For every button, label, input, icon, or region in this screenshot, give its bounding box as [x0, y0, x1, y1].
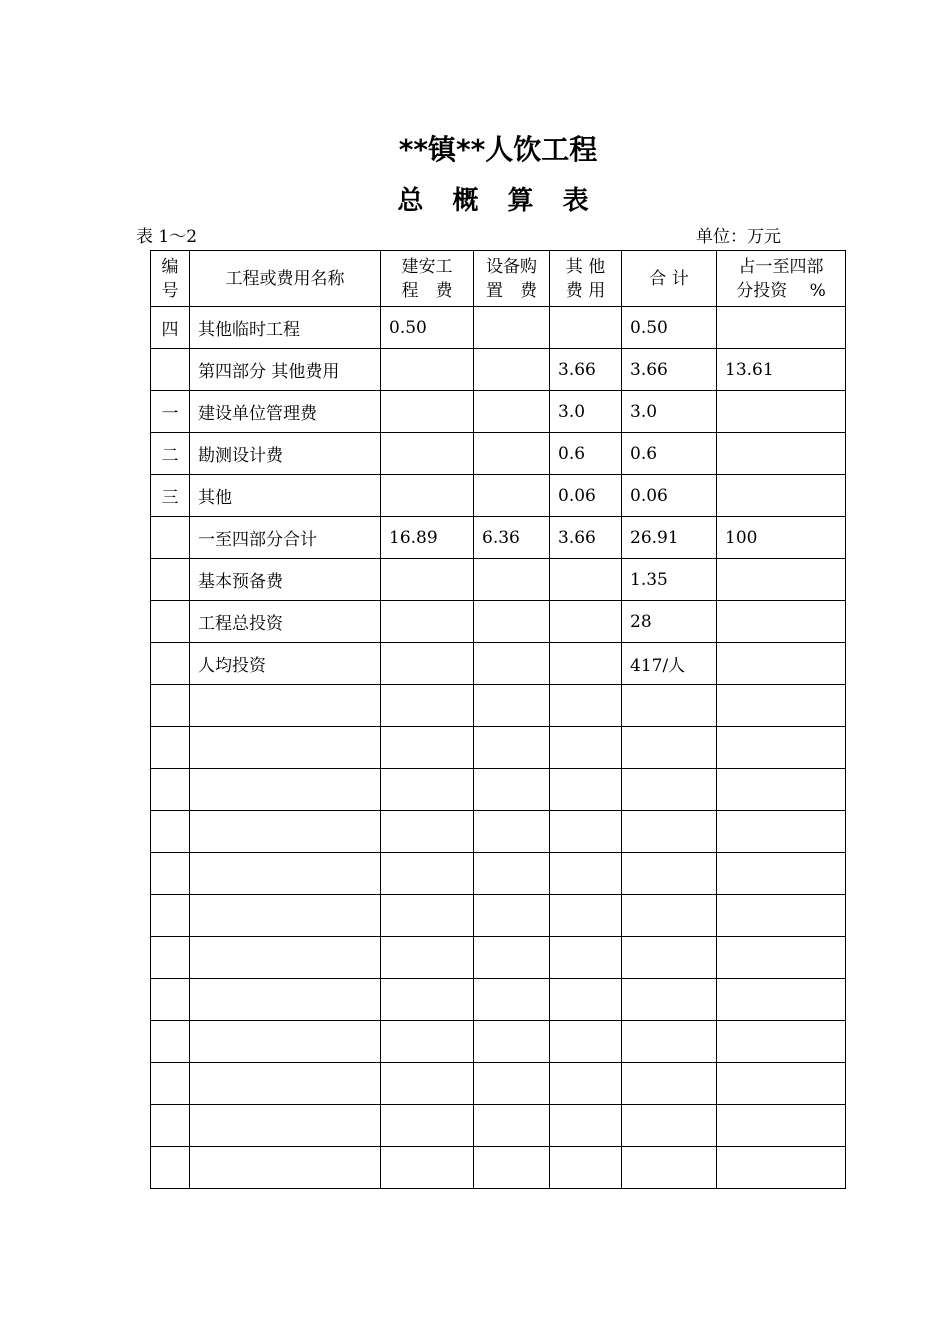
cell-total — [622, 685, 717, 727]
cell-other-cost — [550, 937, 622, 979]
cell-construction-cost — [381, 1147, 474, 1189]
cell-total: 26.91 — [622, 517, 717, 559]
cell-share-percent — [717, 307, 846, 349]
cell-total: 0.50 — [622, 307, 717, 349]
cell-other-cost — [550, 643, 622, 685]
cell-code — [151, 517, 190, 559]
cell-other-cost — [550, 1063, 622, 1105]
cell-share-percent — [717, 853, 846, 895]
cell-other-cost — [550, 685, 622, 727]
cell-equipment-cost — [474, 559, 550, 601]
table-row — [151, 307, 846, 349]
cell-item-name: 勘测设计费 — [190, 433, 381, 475]
cell-share-percent — [717, 391, 846, 433]
cell-equipment-cost — [474, 349, 550, 391]
cell-share-percent — [717, 895, 846, 937]
cell-code — [151, 1105, 190, 1147]
table-row — [151, 1063, 846, 1105]
cell-equipment-cost — [474, 811, 550, 853]
unit-label: 单位：万元 — [696, 227, 781, 247]
cell-code — [151, 811, 190, 853]
cell-construction-cost: 16.89 — [381, 517, 474, 559]
cell-construction-cost — [381, 685, 474, 727]
cell-other-cost — [550, 559, 622, 601]
cell-equipment-cost — [474, 685, 550, 727]
cell-equipment-cost — [474, 1147, 550, 1189]
cell-equipment-cost — [474, 475, 550, 517]
cell-equipment-cost — [474, 937, 550, 979]
cell-other-cost — [550, 769, 622, 811]
cell-total — [622, 979, 717, 1021]
cell-equipment-cost — [474, 391, 550, 433]
cell-share-percent — [717, 1063, 846, 1105]
cell-equipment-cost — [474, 433, 550, 475]
cell-code — [151, 1147, 190, 1189]
cell-item-name — [190, 853, 381, 895]
cell-code: 二 — [151, 433, 190, 475]
cell-code — [151, 1021, 190, 1063]
cell-other-cost: 3.66 — [550, 517, 622, 559]
cell-other-cost: 3.0 — [550, 391, 622, 433]
cell-total: 0.6 — [622, 433, 717, 475]
cell-share-percent: 13.61 — [717, 349, 846, 391]
cell-other-cost — [550, 853, 622, 895]
cell-code — [151, 559, 190, 601]
cell-item-name: 人均投资 — [190, 643, 381, 685]
table-row — [151, 937, 846, 979]
table-row — [151, 1147, 846, 1189]
cell-construction-cost — [381, 1021, 474, 1063]
table-row — [151, 685, 846, 727]
cell-share-percent — [717, 1105, 846, 1147]
cell-item-name: 基本预备费 — [190, 559, 381, 601]
table-row — [151, 349, 846, 391]
cell-item-name — [190, 979, 381, 1021]
cell-construction-cost: 0.50 — [381, 307, 474, 349]
cell-equipment-cost — [474, 979, 550, 1021]
header-total — [622, 251, 717, 307]
cell-code: 四 — [151, 307, 190, 349]
cell-item-name — [190, 1021, 381, 1063]
table-body — [151, 307, 846, 1189]
cell-share-percent — [717, 727, 846, 769]
table-row — [151, 1021, 846, 1063]
cell-total — [622, 853, 717, 895]
header-code-line1: 编 — [161, 256, 179, 277]
cell-other-cost — [550, 895, 622, 937]
cell-total — [622, 1147, 717, 1189]
cell-total — [622, 937, 717, 979]
header-other-cost-line2: 费 用 — [565, 280, 606, 301]
header-construction-cost-line2: 程 费 — [401, 280, 453, 301]
cell-item-name — [190, 769, 381, 811]
cell-share-percent — [717, 1021, 846, 1063]
cell-item-name — [190, 727, 381, 769]
budget-table — [150, 250, 846, 1189]
table-row — [151, 769, 846, 811]
table-row — [151, 979, 846, 1021]
cell-code — [151, 937, 190, 979]
header-total-text: 合 计 — [649, 268, 689, 289]
cell-code: 三 — [151, 475, 190, 517]
cell-code — [151, 601, 190, 643]
cell-equipment-cost — [474, 1021, 550, 1063]
cell-item-name — [190, 1063, 381, 1105]
cell-item-name: 建设单位管理费 — [190, 391, 381, 433]
cell-code — [151, 349, 190, 391]
cell-equipment-cost — [474, 307, 550, 349]
table-row — [151, 433, 846, 475]
header-share-percent-line2: 分投资 % — [736, 280, 826, 301]
header-item-name — [190, 251, 381, 307]
cell-total — [622, 1063, 717, 1105]
header-code-line2: 号 — [161, 280, 179, 301]
cell-item-name — [190, 895, 381, 937]
cell-other-cost: 0.6 — [550, 433, 622, 475]
cell-equipment-cost — [474, 643, 550, 685]
cell-other-cost — [550, 727, 622, 769]
cell-construction-cost — [381, 895, 474, 937]
header-other-cost — [550, 251, 622, 307]
cell-other-cost — [550, 1105, 622, 1147]
cell-construction-cost — [381, 349, 474, 391]
table-number: 表 1～2 — [136, 227, 198, 247]
cell-share-percent — [717, 559, 846, 601]
cell-construction-cost — [381, 811, 474, 853]
cell-construction-cost — [381, 559, 474, 601]
document-subtitle: 总 概 算 表 — [397, 186, 599, 216]
header-construction-cost-line1: 建安工 — [401, 256, 453, 277]
cell-construction-cost — [381, 937, 474, 979]
cell-item-name — [190, 1105, 381, 1147]
table-row — [151, 811, 846, 853]
cell-share-percent — [717, 1147, 846, 1189]
cell-other-cost: 3.66 — [550, 349, 622, 391]
cell-total: 0.06 — [622, 475, 717, 517]
cell-share-percent — [717, 475, 846, 517]
table-row — [151, 895, 846, 937]
cell-other-cost — [550, 601, 622, 643]
table-row — [151, 643, 846, 685]
document-title: **镇**人饮工程 — [398, 133, 598, 166]
cell-share-percent — [717, 685, 846, 727]
cell-construction-cost — [381, 1063, 474, 1105]
cell-construction-cost — [381, 769, 474, 811]
cell-share-percent — [717, 811, 846, 853]
table-row — [151, 853, 846, 895]
cell-construction-cost — [381, 391, 474, 433]
cell-total — [622, 1021, 717, 1063]
header-item-name-text: 工程或费用名称 — [225, 268, 345, 289]
cell-item-name — [190, 1147, 381, 1189]
header-share-percent-line1: 占一至四部 — [738, 256, 824, 277]
cell-item-name — [190, 685, 381, 727]
header-share-percent — [717, 251, 846, 307]
cell-share-percent — [717, 937, 846, 979]
header-equipment-cost — [474, 251, 550, 307]
cell-item-name — [190, 937, 381, 979]
cell-code — [151, 643, 190, 685]
cell-equipment-cost: 6.36 — [474, 517, 550, 559]
cell-total — [622, 769, 717, 811]
cell-total — [622, 895, 717, 937]
table-row — [151, 601, 846, 643]
cell-share-percent: 100 — [717, 517, 846, 559]
table-row — [151, 559, 846, 601]
cell-code — [151, 769, 190, 811]
cell-code — [151, 727, 190, 769]
cell-item-name: 一至四部分合计 — [190, 517, 381, 559]
cell-item-name: 第四部分 其他费用 — [190, 349, 381, 391]
cell-equipment-cost — [474, 1105, 550, 1147]
cell-equipment-cost — [474, 853, 550, 895]
cell-construction-cost — [381, 433, 474, 475]
cell-code — [151, 895, 190, 937]
cell-total: 28 — [622, 601, 717, 643]
cell-construction-cost — [381, 853, 474, 895]
table-row — [151, 727, 846, 769]
cell-equipment-cost — [474, 1063, 550, 1105]
cell-share-percent — [717, 979, 846, 1021]
cell-share-percent — [717, 601, 846, 643]
cell-code — [151, 685, 190, 727]
cell-total — [622, 1105, 717, 1147]
cell-construction-cost — [381, 979, 474, 1021]
table-header-row — [151, 251, 846, 307]
cell-construction-cost — [381, 1105, 474, 1147]
cell-share-percent — [717, 433, 846, 475]
cell-total: 3.0 — [622, 391, 717, 433]
table-row — [151, 1105, 846, 1147]
cell-other-cost — [550, 811, 622, 853]
cell-share-percent — [717, 769, 846, 811]
cell-code — [151, 979, 190, 1021]
cell-total: 417/人 — [622, 643, 717, 685]
cell-item-name: 工程总投资 — [190, 601, 381, 643]
cell-construction-cost — [381, 601, 474, 643]
header-other-cost-line1: 其 他 — [565, 256, 606, 277]
cell-construction-cost — [381, 643, 474, 685]
cell-item-name — [190, 811, 381, 853]
cell-equipment-cost — [474, 601, 550, 643]
cell-construction-cost — [381, 475, 474, 517]
cell-other-cost — [550, 1021, 622, 1063]
cell-share-percent — [717, 643, 846, 685]
cell-other-cost — [550, 979, 622, 1021]
cell-construction-cost — [381, 727, 474, 769]
cell-item-name: 其他临时工程 — [190, 307, 381, 349]
cell-total — [622, 727, 717, 769]
cell-code — [151, 853, 190, 895]
cell-other-cost: 0.06 — [550, 475, 622, 517]
header-code — [151, 251, 190, 307]
table-row — [151, 517, 846, 559]
cell-other-cost — [550, 1147, 622, 1189]
cell-total — [622, 811, 717, 853]
cell-other-cost — [550, 307, 622, 349]
cell-code — [151, 1063, 190, 1105]
header-equipment-cost-line2: 置 费 — [486, 280, 537, 301]
header-equipment-cost-line1: 设备购 — [486, 256, 537, 277]
cell-equipment-cost — [474, 769, 550, 811]
table-row — [151, 391, 846, 433]
header-construction-cost — [381, 251, 474, 307]
cell-equipment-cost — [474, 895, 550, 937]
cell-total: 3.66 — [622, 349, 717, 391]
table-row — [151, 475, 846, 517]
cell-item-name: 其他 — [190, 475, 381, 517]
cell-total: 1.35 — [622, 559, 717, 601]
cell-equipment-cost — [474, 727, 550, 769]
cell-code: 一 — [151, 391, 190, 433]
